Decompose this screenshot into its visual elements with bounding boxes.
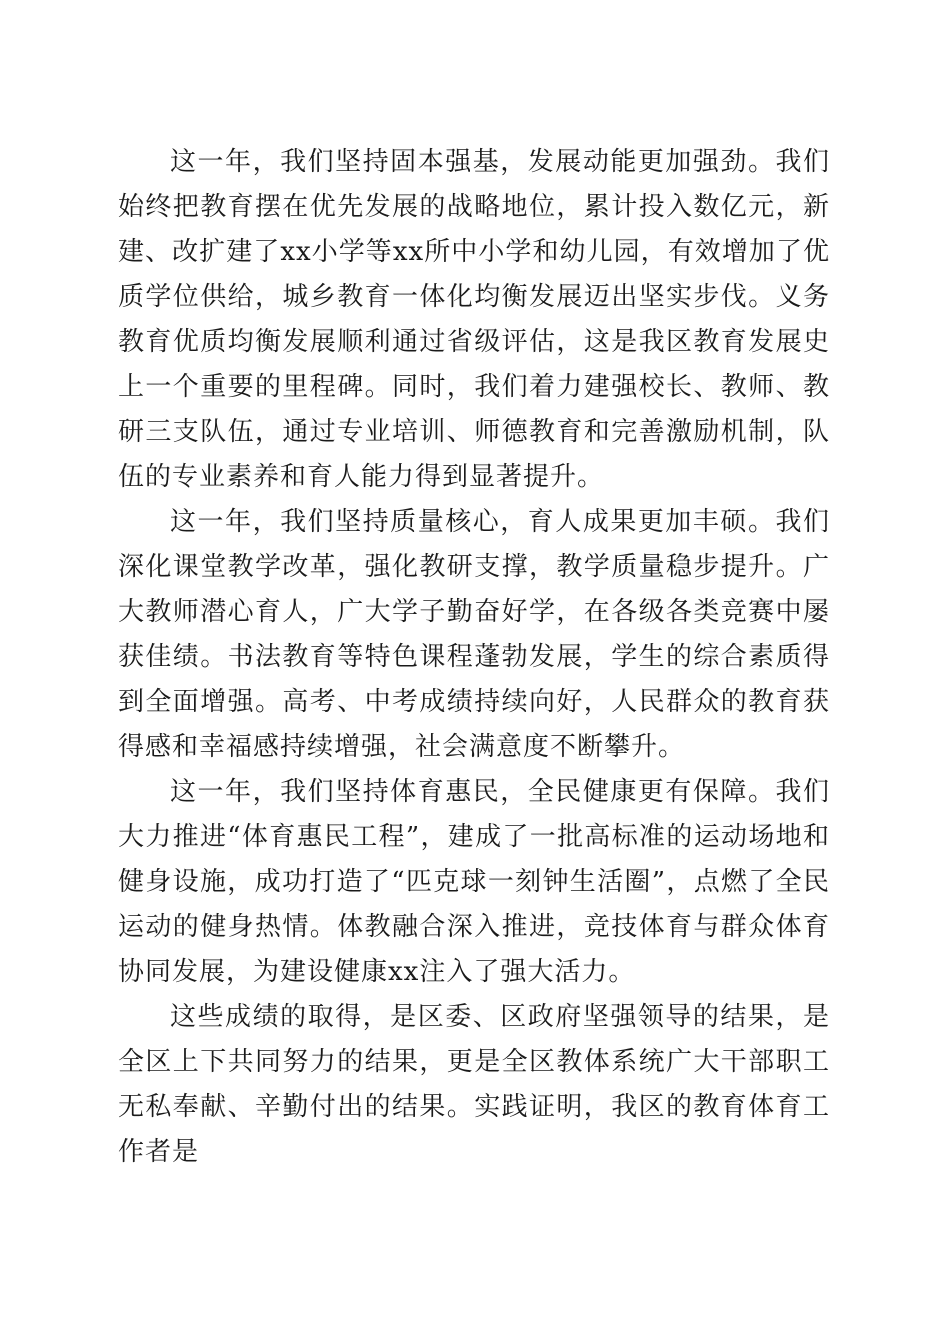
document-body: [118, 140, 830, 1175]
paragraph-achievements: 这些成绩的取得，是区委、区政府坚强领导的结果，是全区上下共同努力的结果，更是全区教体系统广大干部职工无私奉献、辛勤付出的结果。实践证明，我区的教育体育工作者是: [118, 1002, 830, 1167]
paragraph-sports: 这一年，我们坚持体育惠民，全民健康更有保障。我们大力推进“体育惠民工程”，建成了一批高标准的运动场地和健身设施，成功打造了“匹克球一刻钟生活圈”，点燃了全民运动的健身热情。体教融合深入推进，竞技体育与群众体育协同发展，为建设健康xx注入了强大活力。: [118, 777, 830, 987]
paragraph-foundation: 这一年，我们坚持固本强基，发展动能更加强劲。我们始终把教育摆在优先发展的战略地位，累计投入数亿元，新建、改扩建了xx小学等xx所中小学和幼儿园，有效增加了优质学位供给，城乡教育一体化均衡发展迈出坚实步伐。义务教育优质均衡发展顺利通过省级评估，这是我区教育发展史上一个重要的里程碑。同时，我们着力建强校长、教师、教研三支队伍，通过专业培训、师德教育和完善激励机制，队伍的专业素养和育人能力得到显著提升。: [118, 147, 830, 492]
paragraph-quality: 这一年，我们坚持质量核心，育人成果更加丰硕。我们深化课堂教学改革，强化教研支撑，教学质量稳步提升。广大教师潜心育人，广大学子勤奋好学，在各级各类竞赛中屡获佳绩。书法教育等特色课程蓬勃发展，学生的综合素质得到全面增强。高考、中考成绩持续向好，人民群众的教育获得感和幸福感持续增强，社会满意度不断攀升。: [118, 507, 830, 762]
